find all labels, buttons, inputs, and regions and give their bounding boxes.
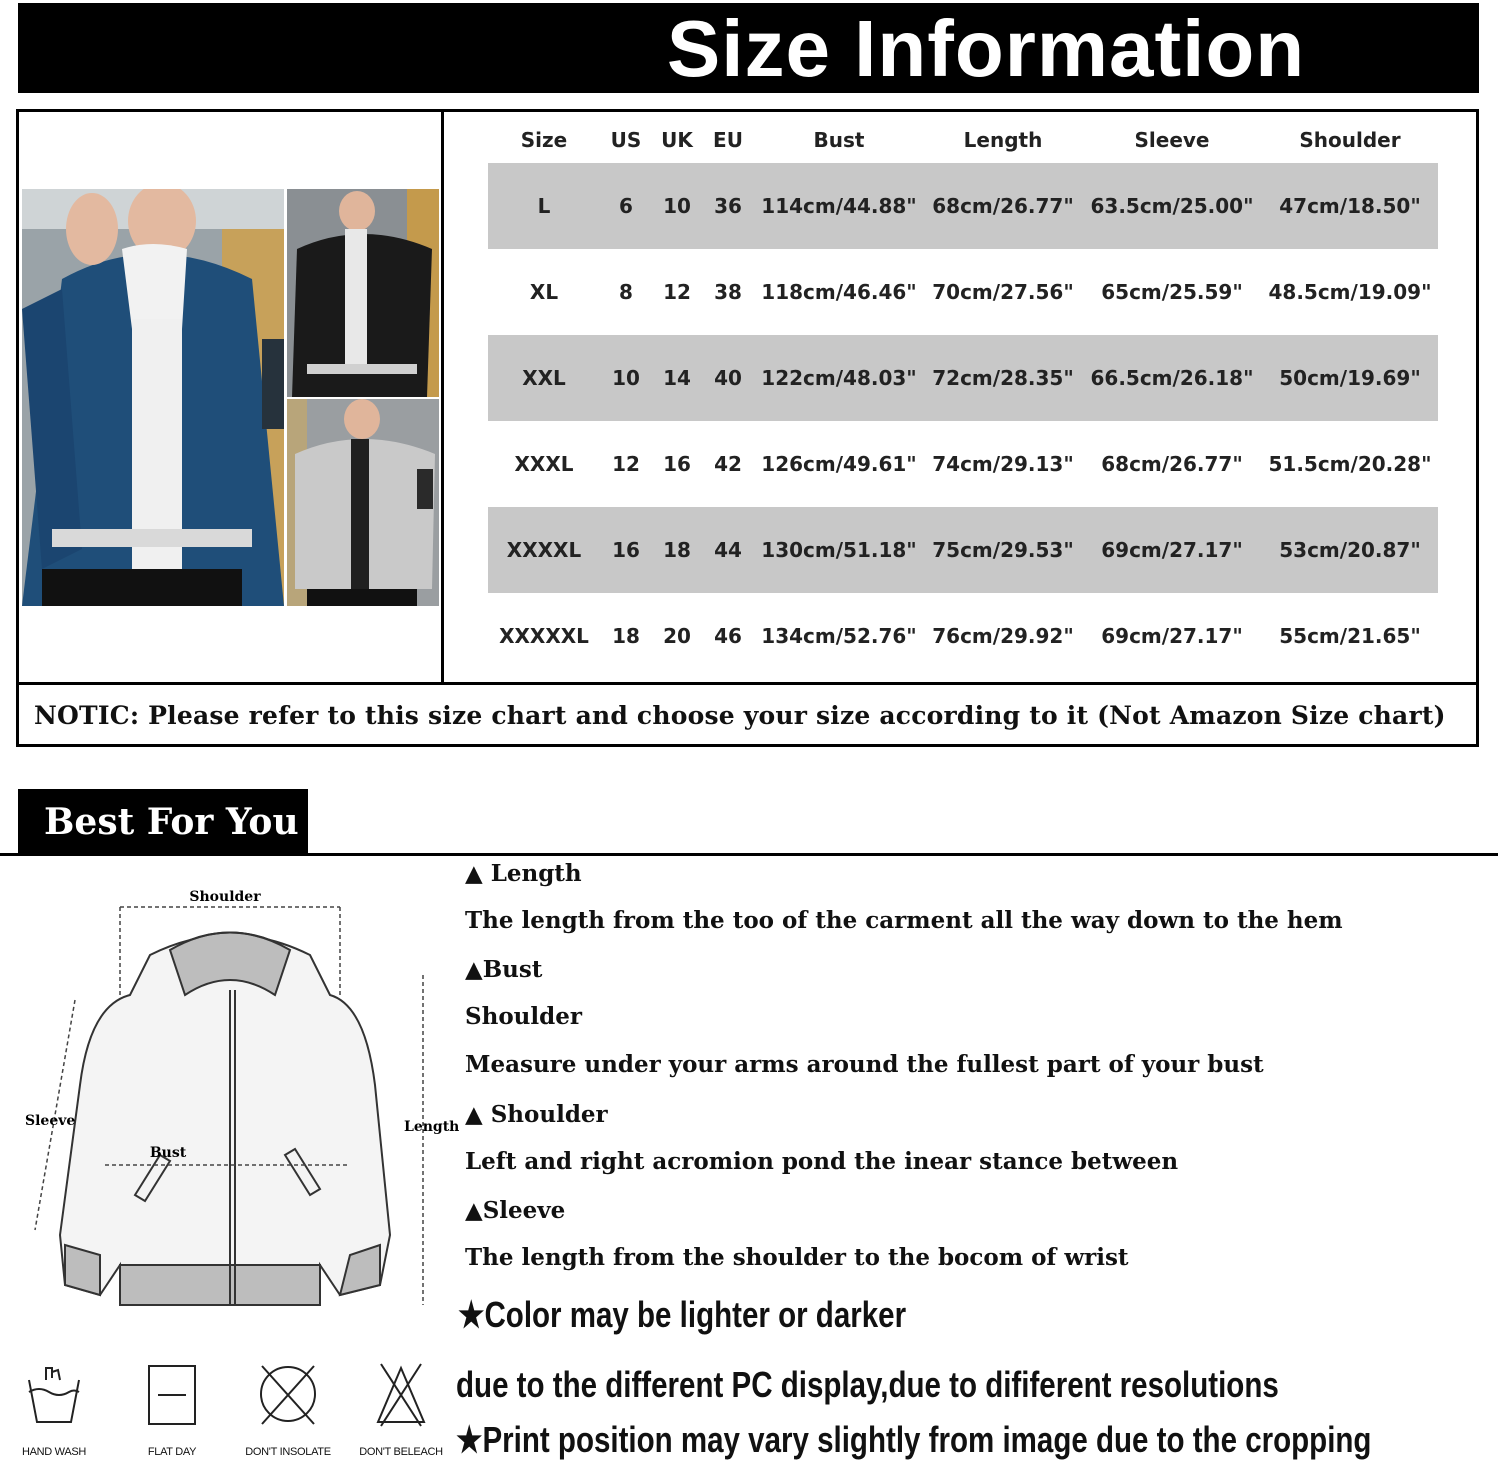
table-cell: 63.5cm/25.00" [1090,194,1254,218]
notice-divider [16,682,1479,685]
table-cell: L [537,194,551,218]
product-photo-grey-jacket [287,399,439,606]
title-bar [18,3,1479,93]
table-cell: XXXL [514,452,574,476]
table-cell: 44 [714,538,742,562]
measure-text-length: The length from the too of the carment all the way down to the hem [465,907,1343,934]
table-cell: 51.5cm/20.28" [1268,452,1432,476]
table-row [488,507,1438,593]
table-cell: 66.5cm/26.18" [1090,366,1254,390]
measure-text-shoulder: Shoulder [465,1003,582,1030]
table-cell: 75cm/29.53" [932,538,1074,562]
column-header: Shoulder [1299,128,1401,152]
table-cell: 46 [714,624,742,648]
measure-heading-shoulder: ▲ Shoulder [465,1101,608,1128]
table-cell: 70cm/27.56" [932,280,1074,304]
care-hand-wash [4,1360,104,1460]
table-cell: 8 [619,280,633,304]
diagram-label-sleeve: Sleeve [25,1113,76,1129]
table-cell: 38 [714,280,742,304]
table-cell: 40 [714,366,742,390]
table-header-row [488,117,1438,163]
diagram-label-length: Length [404,1119,460,1135]
measure-heading-sleeve: ▲Sleeve [465,1197,566,1224]
table-cell: 118cm/46.46" [761,280,917,304]
table-row [488,335,1438,421]
column-header: UK [661,128,693,152]
measure-text-bust: Measure under your arms around the fullest part of your bust [465,1051,1264,1078]
jacket-measurement-diagram [20,885,460,1325]
table-cell: 10 [663,194,691,218]
table-cell: 134cm/52.76" [761,624,917,648]
table-cell: 48.5cm/19.09" [1268,280,1432,304]
column-header: Sleeve [1134,128,1210,152]
table-cell: 69cm/27.17" [1101,624,1243,648]
measure-heading-length: ▲ Length [465,860,582,887]
flat-dry-icon [122,1360,222,1440]
table-row [488,249,1438,335]
product-photo-blue-jacket [22,189,284,606]
measure-text-shoulder-detail: Left and right acromion pond the inear stance between [465,1148,1179,1175]
table-cell: 126cm/49.61" [761,452,917,476]
measure-heading-bust: ▲Bust [465,956,543,983]
product-photo-black-jacket [287,189,439,397]
column-header: Bust [813,128,865,152]
table-cell: 55cm/21.65" [1279,624,1421,648]
measure-text-sleeve: The length from the shoulder to the bocom of wrist [465,1244,1129,1271]
table-cell: 68cm/26.77" [1101,452,1243,476]
best-for-you-tab [18,789,308,853]
table-cell: 65cm/25.59" [1101,280,1243,304]
table-row [488,421,1438,507]
table-cell: XL [529,280,559,304]
table-cell: 122cm/48.03" [761,366,917,390]
table-cell: 18 [663,538,691,562]
column-header: EU [713,128,743,152]
page-title: Size Information [666,4,1306,93]
best-for-you-title: Best For You [44,801,299,843]
do-not-tumble-dry-icon [238,1360,338,1440]
table-cell: 10 [612,366,640,390]
table-cell: 12 [612,452,640,476]
table-cell: 76cm/29.92" [932,624,1074,648]
care-flat-dry [122,1360,222,1460]
table-cell: 16 [663,452,691,476]
table-cell: 36 [714,194,742,218]
care-dont-insolate [238,1360,338,1460]
diagram-label-shoulder: Shoulder [189,889,261,905]
diagram-label-bust: Bust [149,1145,187,1161]
section-divider [0,853,1498,856]
table-cell: 69cm/27.17" [1101,538,1243,562]
note-display: due to the different PC display,due to dififerent resolutions [456,1364,1279,1405]
care-dont-bleach [351,1360,451,1460]
care-label: FLAT DAY [147,1446,197,1458]
care-label: HAND WASH [21,1446,87,1458]
care-label: DON'T BELEACH [359,1446,443,1458]
photo-divider [441,109,444,685]
hand-wash-icon [4,1360,104,1440]
table-cell: 20 [663,624,691,648]
table-cell: 6 [619,194,633,218]
table-cell: 12 [663,280,691,304]
column-header: Size [520,128,568,152]
do-not-bleach-icon [351,1360,451,1440]
table-row [488,593,1438,679]
table-cell: 18 [612,624,640,648]
note-color: ★Color may be lighter or darker [458,1294,907,1335]
table-cell: XXXXL [506,538,582,562]
table-cell: XXL [522,366,566,390]
table-cell: 72cm/28.35" [932,366,1074,390]
table-cell: 16 [612,538,640,562]
table-cell: 14 [663,366,691,390]
table-cell: 130cm/51.18" [761,538,917,562]
table-cell: 42 [714,452,742,476]
column-header: Length [963,128,1043,152]
column-header: US [610,128,642,152]
table-row [488,163,1438,249]
note-print-position: ★Print position may vary slightly from image due to the cropping [456,1419,1372,1460]
care-label: DON'T INSOLATE [245,1446,331,1458]
table-cell: 114cm/44.88" [761,194,917,218]
table-cell: 74cm/29.13" [932,452,1074,476]
size-table [488,117,1438,679]
table-cell: 68cm/26.77" [932,194,1074,218]
table-cell: 50cm/19.69" [1279,366,1421,390]
table-cell: 53cm/20.87" [1279,538,1421,562]
table-cell: 47cm/18.50" [1279,194,1421,218]
table-cell: XXXXXL [499,624,589,648]
size-notice: NOTIC: Please refer to this size chart and choose your size according to it (Not Amazon Size chart) [34,701,1446,730]
